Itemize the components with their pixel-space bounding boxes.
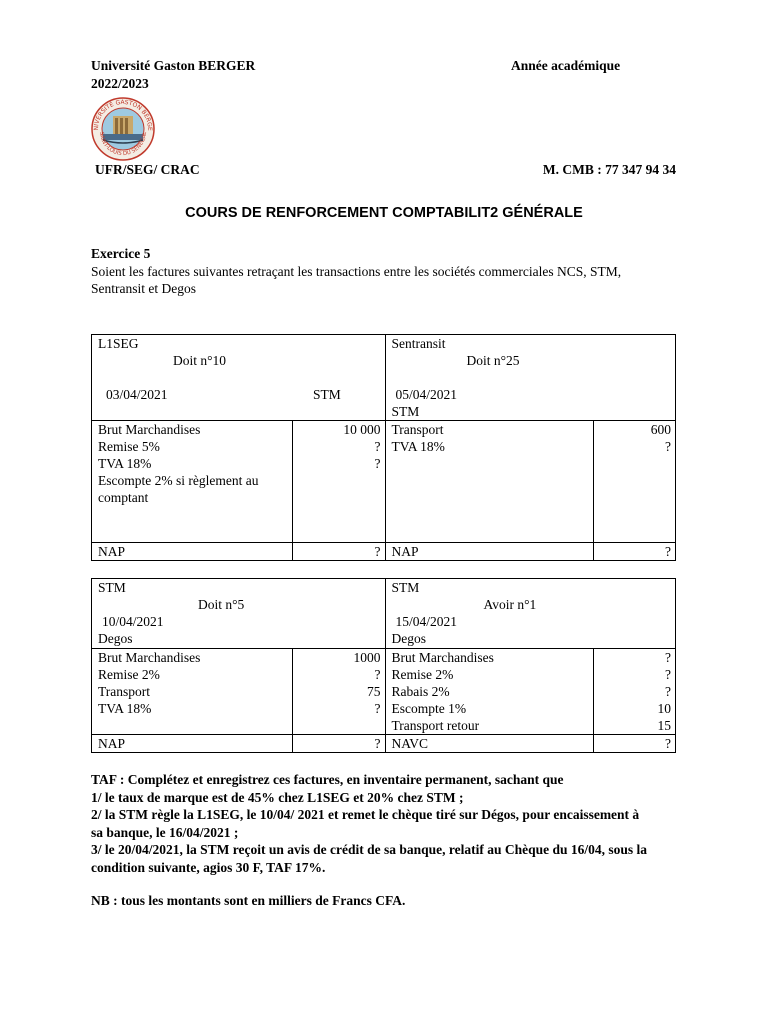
row-label: Transport retour <box>391 718 480 733</box>
row-label: Remise 5% <box>98 439 160 454</box>
client: Degos <box>98 631 133 646</box>
doc-number: Avoir n°1 <box>483 597 537 612</box>
course-title: COURS DE RENFORCEMENT COMPTABILIT2 GÉNÉRALE <box>185 205 583 221</box>
invoice-header-sentransit <box>385 335 676 421</box>
invoice-table-1 <box>91 334 676 561</box>
taf-line: 1/ le taux de marque est de 45% chez L1SEG et 20% chez STM ; <box>91 789 464 805</box>
row-value: ? <box>665 667 671 682</box>
total-value: ? <box>593 543 675 561</box>
university-name: Université Gaston BERGER <box>91 58 256 73</box>
taf-line: sa banque, le 16/04/2021 ; <box>91 824 239 840</box>
client: Degos <box>391 631 426 646</box>
academic-year-label: Année académique <box>511 58 621 73</box>
university-logo <box>90 96 156 162</box>
total-label: NAVC <box>385 735 593 753</box>
row-label: TVA 18% <box>98 701 152 716</box>
row-value: ? <box>374 456 381 471</box>
row-value: 15 <box>657 718 671 733</box>
row-value: ? <box>374 667 381 682</box>
contact: M. CMB : 77 347 94 34 <box>542 162 676 177</box>
academic-year: 2022/2023 <box>91 76 149 91</box>
row-label: TVA 18% <box>98 456 152 471</box>
issuer: STM <box>98 580 126 595</box>
issuer: L1SEG <box>98 336 139 351</box>
total-label: NAP <box>385 543 593 561</box>
invoice-table-2 <box>91 578 676 753</box>
amounts-col <box>293 649 385 735</box>
amounts-col <box>593 649 675 735</box>
row-value: 600 <box>650 422 671 437</box>
row-label: TVA 18% <box>391 439 445 454</box>
row-value: 75 <box>367 684 381 699</box>
row-label: Escompte 1% <box>391 701 467 716</box>
row-value: ? <box>374 701 381 716</box>
nb-note: NB : tous les montants sont en milliers de Francs CFA. <box>91 893 406 908</box>
department: UFR/SEG/ CRAC <box>95 162 200 177</box>
invoice-header-stm-avoir <box>385 579 676 649</box>
row-value: ? <box>374 439 381 454</box>
total-value: ? <box>293 735 385 753</box>
row-value: 10 <box>657 701 671 716</box>
exercise-intro-line1: Soient les factures suivantes retraçant les transactions entre les sociétés commerciales NCS, STM, <box>91 264 622 279</box>
row-label: Remise 2% <box>391 667 454 682</box>
exercise-intro-line2: Sentransit et Degos <box>91 281 196 296</box>
row-value: 10 000 <box>343 422 381 437</box>
total-label: NAP <box>92 735 293 753</box>
row-label: Remise 2% <box>98 667 160 682</box>
amounts-col <box>593 421 675 543</box>
row-value: ? <box>665 439 671 454</box>
logo-ring-text-top: NIVERSITÉ GASTON BERGE <box>92 98 154 131</box>
row-label: Transport <box>98 684 151 699</box>
client: STM <box>391 404 420 419</box>
issuer: Sentransit <box>391 336 446 351</box>
invoice-date: 05/04/2021 <box>395 387 458 402</box>
row-label: Transport <box>391 422 444 437</box>
issuer: STM <box>391 580 420 595</box>
row-label: Rabais 2% <box>391 684 450 699</box>
row-label: Brut Marchandises <box>98 422 201 437</box>
labels-col <box>385 649 593 735</box>
doc-number: Doit n°10 <box>173 353 227 368</box>
doc-number: Doit n°5 <box>198 597 245 612</box>
row-label: comptant <box>98 490 149 505</box>
invoice-header-l1seg <box>92 335 386 421</box>
labels-col <box>92 421 293 543</box>
labels-col <box>92 649 293 735</box>
doc-number: Doit n°25 <box>466 353 520 368</box>
amounts-col <box>293 421 385 543</box>
taf-line: condition suivante, agios 30 F, TAF 17%. <box>91 859 326 875</box>
invoice-date: 15/04/2021 <box>395 614 458 629</box>
row-value: 1000 <box>353 650 381 665</box>
row-label: Brut Marchandises <box>98 650 201 665</box>
labels-col <box>385 421 593 543</box>
client: STM <box>313 387 341 402</box>
row-value: ? <box>665 684 671 699</box>
exercise-title: Exercice 5 <box>91 246 151 261</box>
invoice-date: 03/04/2021 <box>106 387 168 402</box>
total-value: ? <box>593 735 675 753</box>
logo-ring-text-bottom: SAINT-LOUIS DU SÉNÉGAL <box>97 131 149 158</box>
taf-line: TAF : Complétez et enregistrez ces factures, en inventaire permanent, sachant que <box>91 772 564 787</box>
row-label: Brut Marchandises <box>391 650 494 665</box>
taf-line: 2/ la STM règle la L1SEG, le 10/04/ 2021 et remet le chèque tiré sur Dégos, pour encaissement à <box>91 807 640 822</box>
row-label: Escompte 2% si règlement au <box>98 473 259 488</box>
taf-section <box>91 771 691 876</box>
taf-line: 3/ le 20/04/2021, la STM reçoit un avis de crédit de sa banque, relatif au Chèque du 16/04, sous la <box>91 842 648 857</box>
invoice-date: 10/04/2021 <box>102 614 164 629</box>
invoice-header-stm <box>92 579 386 649</box>
total-label: NAP <box>92 543 293 561</box>
row-value: ? <box>665 650 671 665</box>
total-value: ? <box>293 543 385 561</box>
